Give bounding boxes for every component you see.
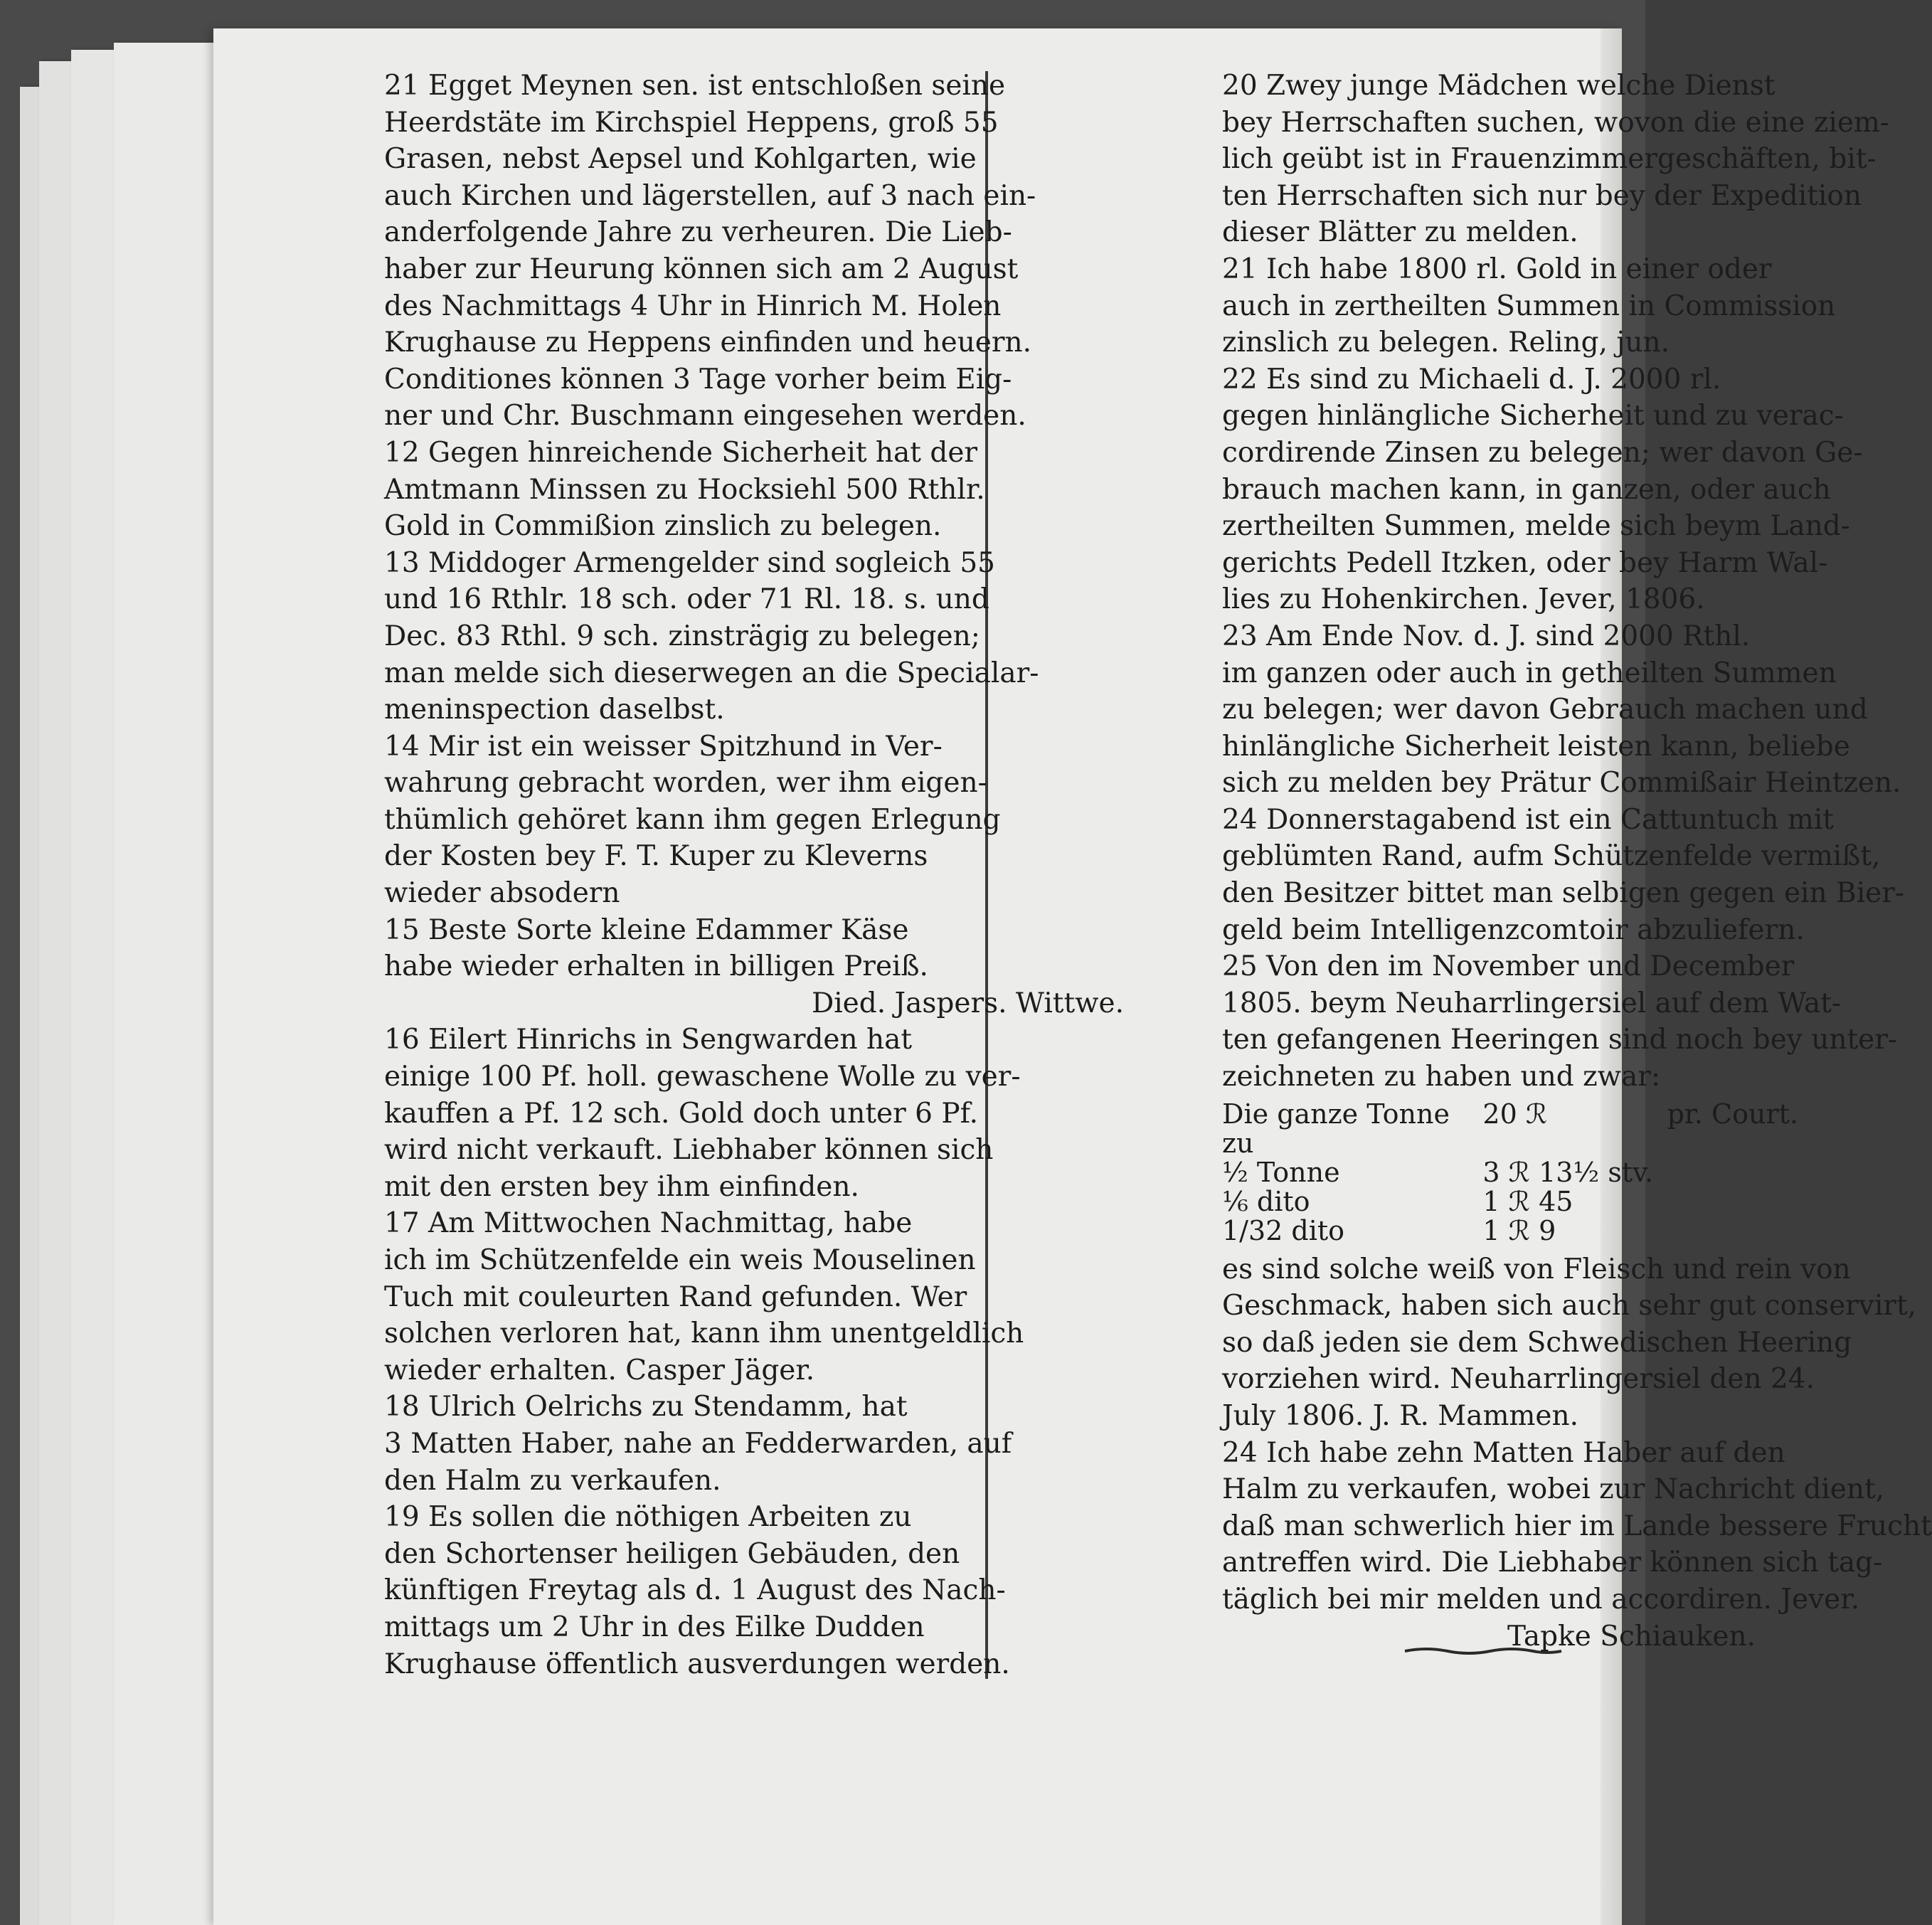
price-table-item: ½ Tonne [1222, 1156, 1340, 1188]
ad-text-line: es sind solche weiß von Fleisch und rein von [1222, 1253, 1851, 1285]
ad-text-line: Tuch mit couleurten Rand gefunden. Wer [384, 1280, 967, 1313]
ad-text-line: 24 Ich habe zehn Matten Haber auf den [1222, 1436, 1785, 1469]
price-table-price: 1 ℛ 45 [1482, 1185, 1573, 1217]
price-table-row [1222, 1187, 1798, 1216]
price-table-note [1661, 1158, 1798, 1187]
ad-text-line: der Kosten bey F. T. Kuper zu Kleverns [384, 840, 928, 873]
ad-text-line: den Besitzer bittet man selbigen gegen ein Bier- [1222, 877, 1905, 910]
ad-text-line: auch in zertheilten Summen in Commission [1222, 290, 1836, 322]
ad-text-line: mittags um 2 Uhr in des Eilke Dudden [384, 1611, 925, 1643]
ad-text-line: 20 Zwey junge Mädchen welche Dienst [1222, 70, 1776, 102]
price-table-note: pr. Court. [1667, 1098, 1798, 1130]
advertisement [384, 1499, 1167, 1682]
left-column [384, 68, 1167, 1682]
advertisement [1222, 802, 1905, 948]
price-table [1222, 1100, 1798, 1246]
ad-text-line: habe wieder erhalten in billigen Preiß. [384, 950, 928, 983]
ad-text-line: Krughause zu Heppens einfinden und heuern. [384, 327, 1032, 359]
ad-text-line: Amtmann Minssen zu Hocksiehl 500 Rthlr. [384, 473, 985, 506]
advertisement [384, 1022, 1167, 1205]
ad-text-line: Dec. 83 Rthl. 9 sch. zinsträgig zu belegen; [384, 620, 980, 652]
ad-signature: Died. Jaspers. Wittwe. [811, 987, 1124, 1019]
ad-text-line: Gold in Commißion zinslich zu belegen. [384, 510, 942, 543]
ad-text-line: Conditiones können 3 Tage vorher beim Eig- [384, 363, 1012, 396]
ad-text-line: 3 Matten Haber, nahe an Fedderwarden, auf [384, 1427, 1012, 1460]
ad-text-line: gerichts Pedell Itzken, oder bey Harm Wal- [1222, 546, 1828, 579]
ad-text-line: meninspection daselbst. [384, 694, 725, 726]
advertisement [384, 435, 1167, 545]
ad-text-line: mit den ersten bey ihm einfinden. [384, 1170, 859, 1203]
ad-text-line: 18 Ulrich Oelrichs zu Stendamm, hat [384, 1391, 908, 1423]
ad-text-line: lich geübt ist in Frauenzimmergeschäften, bit- [1222, 143, 1877, 176]
ad-text-line: 16 Eilert Hinrichs in Sengwarden hat [384, 1024, 913, 1056]
ad-text-line: kauffen a Pf. 12 sch. Gold doch unter 6 Pf. [384, 1097, 979, 1130]
ad-text-line: thümlich gehöret kann ihm gegen Erlegung [384, 803, 1001, 836]
ad-text-line: 12 Gegen hinreichende Sicherheit hat der [384, 436, 978, 469]
ad-text-line: Heerdstäte im Kirchspiel Heppens, groß 55 [384, 106, 999, 139]
ad-text-line: daß man schwerlich hier im Lande bessere Frucht [1222, 1510, 1932, 1542]
ad-text-line: sich zu melden bey Prätur Commißair Heintzen. [1222, 767, 1901, 800]
advertisement [1222, 361, 1863, 618]
ad-text-line: man melde sich dieserwegen an die Specialar- [384, 657, 1039, 689]
advertisement [384, 728, 1167, 912]
closing-ornament [1405, 1645, 1561, 1651]
advertisement [384, 68, 1167, 435]
newspaper-page [213, 28, 1932, 1925]
ad-text-line: hinlängliche Sicherheit leisten kann, beliebe [1222, 730, 1850, 763]
advertisement [384, 912, 1167, 1022]
ad-text-line: ten Herrschaften sich nur bey der Expedition [1222, 179, 1862, 212]
ad-text-line: brauch machen kann, in ganzen, oder auch [1222, 473, 1831, 506]
ad-text-line: geblümten Rand, aufm Schützenfelde vermißt, [1222, 840, 1881, 873]
ad-text-line: solchen verloren hat, kann ihm unentgeldlich [384, 1317, 1024, 1350]
ad-text-line: auch Kirchen und lägerstellen, auf 3 nach ein- [384, 179, 1036, 212]
ad-text-line: Halm zu verkaufen, wobei zur Nachricht dient, [1222, 1473, 1885, 1506]
ad-text-line: 24 Donnerstagabend ist ein Cattuntuch mit [1222, 803, 1834, 836]
ad-text-line: 17 Am Mittwochen Nachmittag, habe [384, 1207, 913, 1240]
price-table-note [1661, 1187, 1798, 1216]
ad-text-line: lies zu Hohenkirchen. Jever, 1806. [1222, 583, 1705, 616]
ad-text-line: 23 Am Ende Nov. d. J. sind 2000 Rthl. [1222, 620, 1751, 652]
ad-text-line: 19 Es sollen die nöthigen Arbeiten zu [384, 1501, 912, 1534]
ad-text-line: täglich bei mir melden und accordiren. Jever. [1222, 1583, 1860, 1616]
ad-text-line: 1805. beym Neuharrlingersiel auf dem Wat- [1222, 987, 1842, 1019]
ad-text-line: 13 Middoger Armengelder sind sogleich 55 [384, 546, 995, 579]
ad-signature: Tapke Schiauken. [1507, 1620, 1756, 1653]
ad-text-line: bey Herrschaften suchen, wovon die eine ziem- [1222, 106, 1890, 139]
price-table-price: 3 ℛ 13½ stv. [1482, 1156, 1654, 1188]
price-table-price: 1 ℛ 9 [1482, 1214, 1556, 1246]
advertisement [1222, 251, 1836, 361]
ad-text-line: cordirende Zinsen zu belegen; wer davon Ge- [1222, 436, 1863, 469]
advertisement [1222, 1251, 1917, 1435]
ad-text-line: vorziehen wird. Neuharrlingersiel den 24. [1222, 1363, 1815, 1396]
advertisement [384, 545, 1167, 728]
ad-text-line: dieser Blätter zu melden. [1222, 216, 1578, 249]
price-table-row [1222, 1216, 1798, 1246]
advertisement [1222, 948, 1898, 1095]
price-table-note [1661, 1216, 1798, 1246]
price-table-item: Die ganze Tonne zu [1222, 1098, 1450, 1159]
price-table-row [1222, 1100, 1798, 1158]
ad-text-line: Krughause öffentlich ausverdungen werden. [384, 1648, 1010, 1680]
advertisement [384, 1389, 1167, 1499]
ad-text-line: 22 Es sind zu Michaeli d. J. 2000 rl. [1222, 363, 1721, 396]
ad-text-line: und 16 Rthlr. 18 sch. oder 71 Rl. 18. s. und [384, 583, 989, 616]
ad-text-line: gegen hinlängliche Sicherheit und zu verac- [1222, 400, 1844, 433]
ad-text-line: ten gefangenen Heeringen sind noch bey unter- [1222, 1024, 1898, 1056]
ad-text-line: wieder erhalten. Casper Jäger. [384, 1354, 815, 1386]
ad-text-line: wieder absodern [384, 877, 620, 910]
ad-text-line: 15 Beste Sorte kleine Edammer Käse [384, 913, 909, 946]
price-table-row [1222, 1158, 1798, 1187]
ad-text-line: wird nicht verkauft. Liebhaber können sich [384, 1134, 994, 1167]
ad-text-line: ner und Chr. Buschmann eingesehen werden. [384, 400, 1026, 433]
ad-text-line: so daß jeden sie dem Schwedischen Heering [1222, 1326, 1852, 1359]
ad-text-line: July 1806. J. R. Mammen. [1222, 1400, 1579, 1432]
advertisement [1222, 68, 1890, 251]
advertisement [1222, 1435, 1932, 1655]
ad-text-line: zertheilten Summen, melde sich beym Land- [1222, 510, 1850, 543]
ad-text-line: 21 Ich habe 1800 rl. Gold in einer oder [1222, 253, 1772, 285]
ad-text-line: haber zur Heurung können sich am 2 August [384, 253, 1019, 285]
ad-text-line: antreffen wird. Die Liebhaber können sich tag- [1222, 1547, 1883, 1579]
ad-text-line: 14 Mir ist ein weisser Spitzhund in Ver- [384, 730, 943, 763]
ad-text-line: im ganzen oder auch in getheilten Summen [1222, 657, 1837, 689]
right-column [1222, 68, 1932, 1655]
advertisement [1222, 618, 1901, 802]
ad-text-line: zinslich zu belegen. Reling, jun. [1222, 327, 1670, 359]
ad-text-line: des Nachmittags 4 Uhr in Hinrich M. Holen [384, 290, 1002, 322]
ad-text-line: künftigen Freytag als d. 1 August des Nach- [384, 1574, 1006, 1607]
price-table-price: 20 ℛ [1482, 1098, 1548, 1130]
ad-text-line: zu belegen; wer davon Gebrauch machen und [1222, 694, 1868, 726]
ad-text-line: ich im Schützenfelde ein weis Mouselinen [384, 1244, 976, 1276]
ad-text-line: anderfolgende Jahre zu verheuren. Die Lieb- [384, 216, 1012, 249]
price-table-item: ⅙ dito [1222, 1185, 1310, 1217]
ad-text-line: zeichneten zu haben und zwar: [1222, 1061, 1661, 1093]
price-table-item: 1/32 dito [1222, 1214, 1345, 1246]
ad-text-line: einige 100 Pf. holl. gewaschene Wolle zu ver- [384, 1061, 1021, 1093]
ad-text-line: Geschmack, haben sich auch sehr gut conservirt, [1222, 1290, 1917, 1322]
ad-text-line: wahrung gebracht worden, wer ihm eigen- [384, 767, 987, 800]
ad-text-line: Grasen, nebst Aepsel und Kohlgarten, wie [384, 143, 977, 176]
ad-text-line: geld beim Intelligenzcomtoir abzuliefern. [1222, 913, 1805, 946]
ad-text-line: 21 Egget Meynen sen. ist entschloßen seine [384, 70, 1006, 102]
ad-text-line: 25 Von den im November und December [1222, 950, 1795, 983]
ad-text-line: den Halm zu verkaufen. [384, 1464, 721, 1497]
advertisement [384, 1205, 1167, 1389]
ad-text-line: den Schortenser heiligen Gebäuden, den [384, 1537, 960, 1570]
